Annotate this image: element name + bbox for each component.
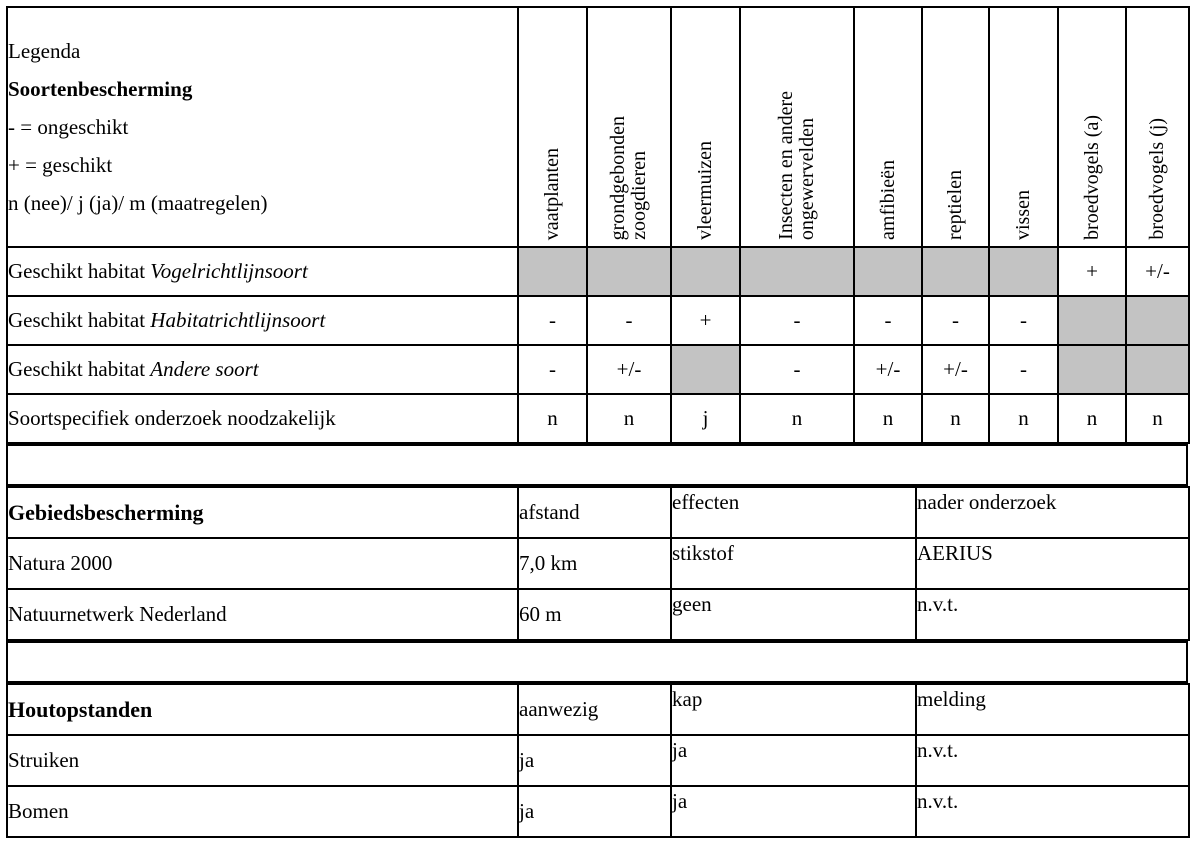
- column-header-line: vaatplanten: [541, 147, 563, 240]
- row-label-soortspecifiek-onderzoek: [7, 394, 518, 443]
- wood-header-aanwezig: aanwezig: [518, 684, 671, 735]
- area-row-afstand: 7,0 km: [518, 538, 671, 589]
- area-protection-table: [6, 486, 1190, 641]
- row-label-italic: Vogelrichtlijnsoort: [150, 259, 308, 283]
- cell: +: [671, 296, 740, 345]
- wood-header-kap: kap: [671, 684, 916, 735]
- wood-row-kap: ja: [671, 786, 916, 837]
- cell: n: [922, 394, 989, 443]
- column-header-line: vissen: [1012, 190, 1034, 240]
- legend-subtitle: Soortenbescherming: [8, 77, 193, 101]
- cell: [922, 247, 989, 296]
- column-header-line: reptielen: [944, 170, 966, 240]
- cell: n: [989, 394, 1058, 443]
- column-header-broedvogels-j: [1126, 7, 1189, 247]
- column-header-line: zoogdieren: [628, 151, 650, 240]
- wood-stands-table: [6, 683, 1190, 838]
- table-row: [7, 247, 1189, 296]
- area-header-nader-onderzoek: nader onderzoek: [916, 487, 1189, 538]
- row-label-italic: Andere soort: [150, 357, 259, 381]
- table-spacer-1: [6, 444, 1188, 486]
- column-header-line: broedvogels (j): [1146, 118, 1168, 240]
- column-header-line: ongewervelden: [796, 117, 818, 240]
- row-label-vogelrichtlijnsoort: [7, 247, 518, 296]
- column-header-line: Insecten en andere: [775, 91, 797, 240]
- cell: [671, 247, 740, 296]
- legend-line-njm: n (nee)/ j (ja)/ m (maatregelen): [8, 191, 268, 215]
- wood-row-name: Bomen: [7, 786, 518, 837]
- table-row: [7, 786, 1189, 837]
- cell: [1058, 296, 1126, 345]
- column-header-vaatplanten: [518, 7, 587, 247]
- cell: n: [518, 394, 587, 443]
- column-header-vissen: [989, 7, 1058, 247]
- cell: +/-: [854, 345, 922, 394]
- column-header-insecten-ongewervelden: [740, 7, 854, 247]
- wood-row-aanwezig: ja: [518, 786, 671, 837]
- table-row: [7, 296, 1189, 345]
- table-header-row: [7, 684, 1189, 735]
- cell: -: [587, 296, 671, 345]
- area-row-name: Natuurnetwerk Nederland: [7, 589, 518, 640]
- cell: [587, 247, 671, 296]
- cell: [518, 247, 587, 296]
- wood-row-kap: ja: [671, 735, 916, 786]
- table-row: [7, 345, 1189, 394]
- column-header-line: grondgebonden: [607, 115, 629, 240]
- table-row: [7, 589, 1189, 640]
- cell: [1126, 345, 1189, 394]
- column-header-line: broedvogels (a): [1080, 115, 1103, 240]
- row-label-plain: Geschikt habitat: [8, 259, 151, 283]
- cell: [1126, 296, 1189, 345]
- table-row: [7, 735, 1189, 786]
- area-row-name: Natura 2000: [7, 538, 518, 589]
- wood-row-melding: n.v.t.: [916, 735, 1189, 786]
- cell: +: [1058, 247, 1126, 296]
- cell: -: [518, 296, 587, 345]
- wood-row-melding: n.v.t.: [916, 786, 1189, 837]
- table-row: [7, 538, 1189, 589]
- spacer-cell: [7, 642, 1187, 682]
- row-label-plain: Geschikt habitat: [8, 308, 151, 332]
- row-label-habitatrichtlijnsoort: [7, 296, 518, 345]
- cell: -: [989, 345, 1058, 394]
- legend-cell: [7, 7, 518, 247]
- row-label-italic: Habitatrichtlijnsoort: [150, 308, 326, 332]
- wood-header-melding: melding: [916, 684, 1189, 735]
- legend-title: Legenda: [8, 39, 81, 63]
- cell: +/-: [1126, 247, 1189, 296]
- cell: n: [740, 394, 854, 443]
- table-row: [7, 394, 1189, 443]
- cell: [854, 247, 922, 296]
- area-table-title: Gebiedsbescherming: [7, 487, 518, 538]
- cell: +/-: [587, 345, 671, 394]
- row-label-andere-soort: [7, 345, 518, 394]
- row-label-plain: Soortspecifiek onderzoek noodzakelijk: [8, 406, 336, 430]
- area-row-onderzoek: n.v.t.: [916, 589, 1189, 640]
- column-header-line: vleermuizen: [694, 141, 716, 240]
- area-row-afstand: 60 m: [518, 589, 671, 640]
- cell: -: [922, 296, 989, 345]
- spacer-cell: [7, 445, 1187, 485]
- cell: j: [671, 394, 740, 443]
- cell: [1058, 345, 1126, 394]
- spacer-row: [7, 642, 1187, 682]
- wood-row-name: Struiken: [7, 735, 518, 786]
- cell: [740, 247, 854, 296]
- area-header-afstand: afstand: [518, 487, 671, 538]
- legend-header-row: [7, 7, 1189, 247]
- cell: n: [854, 394, 922, 443]
- cell: [671, 345, 740, 394]
- column-header-amfibieen: [854, 7, 922, 247]
- legend-line-plus: + = geschikt: [8, 153, 113, 177]
- cell: -: [740, 345, 854, 394]
- column-header-reptielen: [922, 7, 989, 247]
- spacer-row: [7, 445, 1187, 485]
- area-row-effecten: stikstof: [671, 538, 916, 589]
- table-header-row: [7, 487, 1189, 538]
- column-header-grondgebonden-zoogdieren: [587, 7, 671, 247]
- cell: n: [587, 394, 671, 443]
- area-row-onderzoek: AERIUS: [916, 538, 1189, 589]
- legend-line-minus: - = ongeschikt: [8, 115, 129, 139]
- wood-row-aanwezig: ja: [518, 735, 671, 786]
- row-label-plain: Geschikt habitat: [8, 357, 151, 381]
- area-header-effecten: effecten: [671, 487, 916, 538]
- cell: [989, 247, 1058, 296]
- wood-table-title: Houtopstanden: [7, 684, 518, 735]
- column-header-broedvogels-a: [1058, 7, 1126, 247]
- cell: -: [989, 296, 1058, 345]
- cell: -: [854, 296, 922, 345]
- area-row-effecten: geen: [671, 589, 916, 640]
- cell: +/-: [922, 345, 989, 394]
- cell: -: [740, 296, 854, 345]
- column-header-line: amfibieën: [876, 160, 899, 240]
- column-header-vleermuizen: [671, 7, 740, 247]
- cell: n: [1126, 394, 1189, 443]
- table-spacer-2: [6, 641, 1188, 683]
- species-protection-table: [6, 6, 1190, 444]
- cell: -: [518, 345, 587, 394]
- cell: n: [1058, 394, 1126, 443]
